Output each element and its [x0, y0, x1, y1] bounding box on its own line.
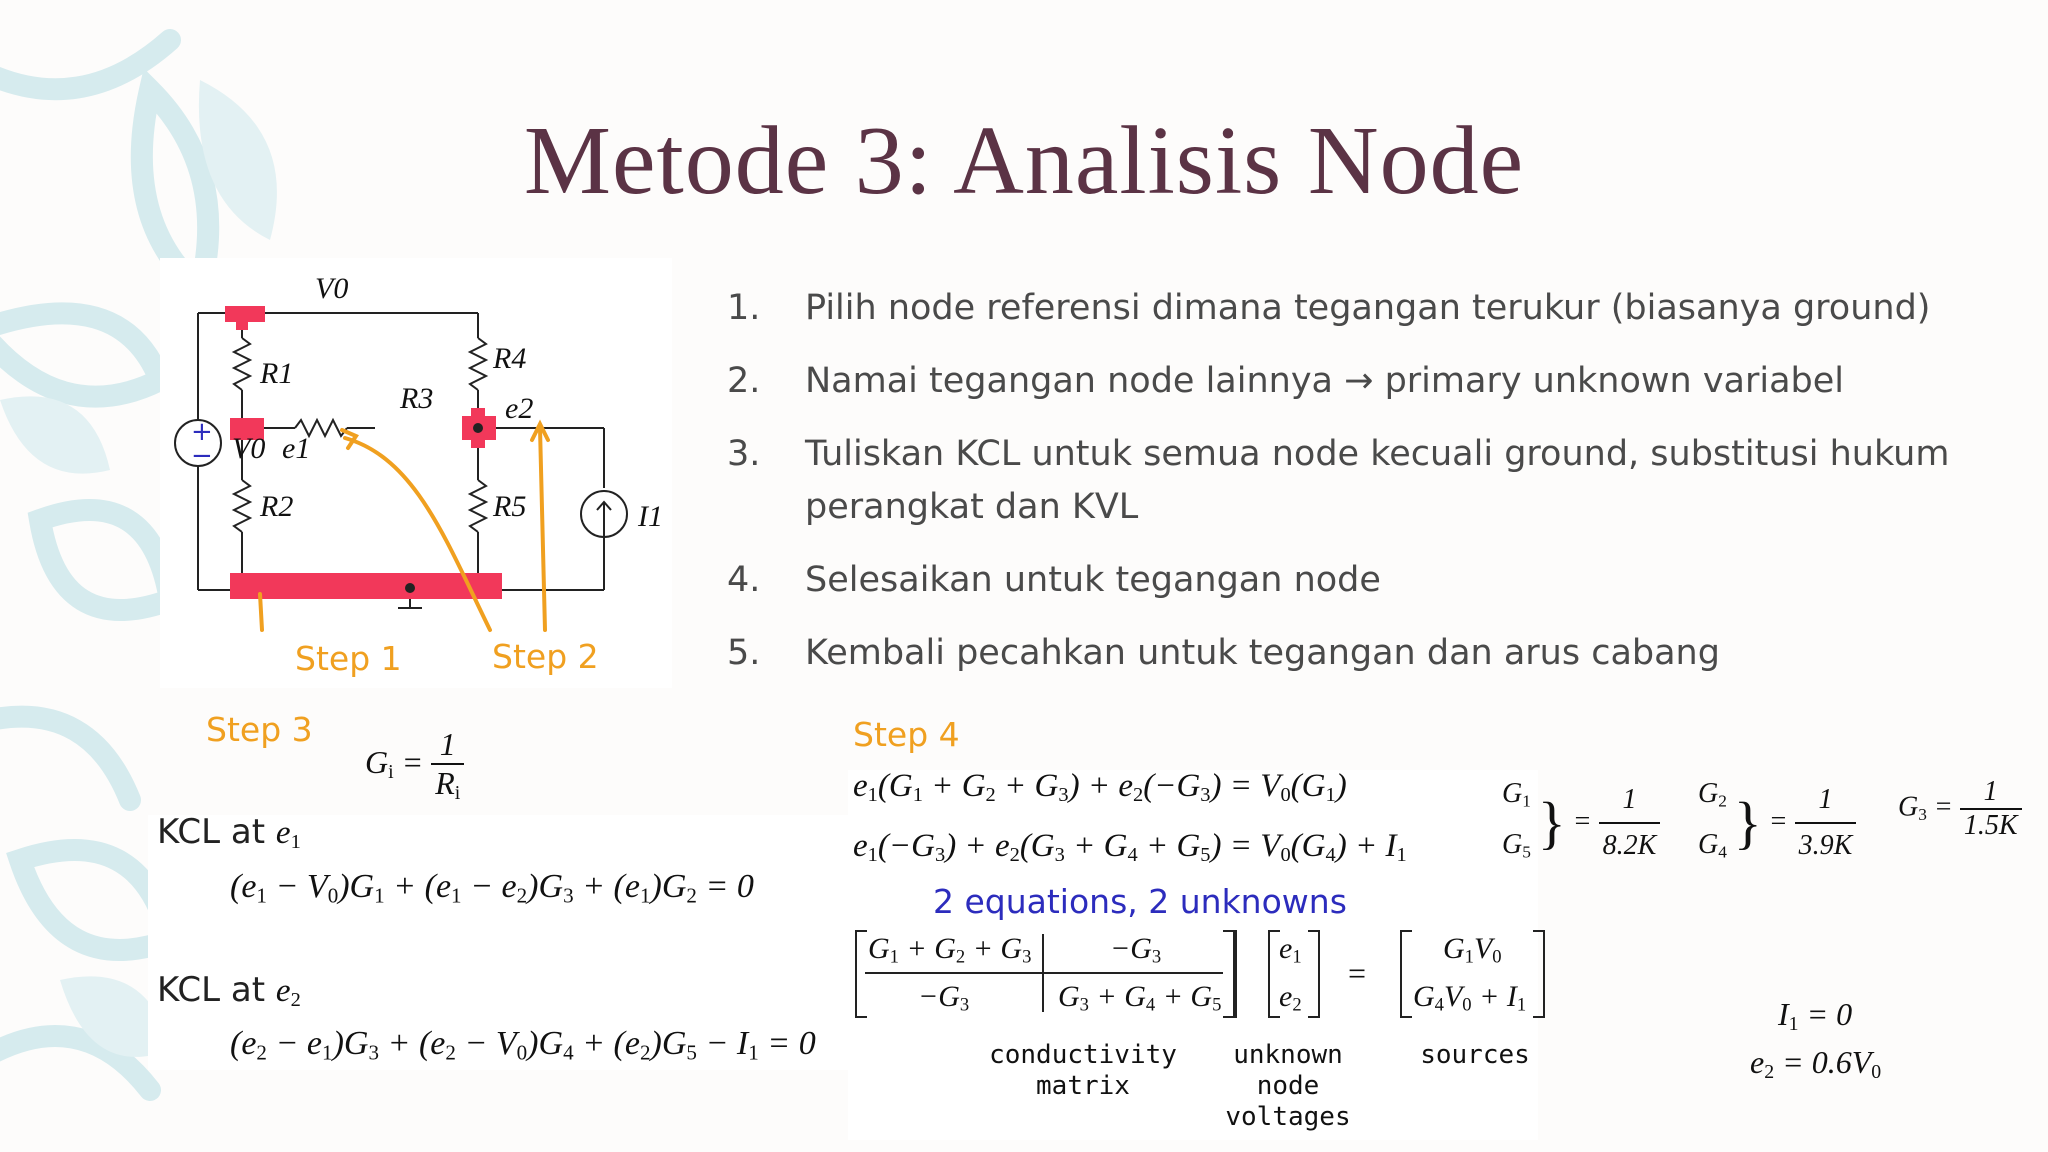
g3-value: $G_3$ = $\frac{1}{1.5K}$: [1898, 776, 2022, 842]
result-i1: $I_1 = 0$: [1778, 996, 1853, 1035]
step2-label: Step 2: [492, 637, 599, 676]
v0-top-label: V0: [315, 272, 349, 305]
caption-sources: sources: [1420, 1040, 1530, 1070]
source-s2: $G_4V_0 + I_1$: [1413, 980, 1527, 1016]
r3-label: R3: [400, 382, 434, 415]
v0-source-label: V0: [232, 432, 266, 465]
kcl-e2-heading: KCL at $e_2$: [157, 970, 301, 1012]
matrix-a11: $G_1 + G_2 + G_3$: [868, 932, 1032, 968]
g1-g5-value: $G_1$ $G_5$ } = $\frac{1}{8.2K}$: [1502, 772, 1660, 875]
list-item: 1. Pilih node referensi dimana tegangan terukur (biasanya ground): [727, 288, 1931, 328]
matrix-a22: $G_3 + G_4 + G_5$: [1058, 980, 1222, 1016]
node-highlights: [225, 306, 502, 599]
conductance-definition: $G_i$ = $\frac{1}{R_i}$: [365, 726, 464, 805]
list-item: 2. Namai tegangan node lainnya → primary unknown variabel: [727, 361, 1845, 401]
g2-g4-value: $G_2$ $G_4$ } = $\frac{1}{3.9K}$: [1698, 772, 1856, 875]
slide-title: Metode 3: Analisis Node: [523, 107, 1525, 215]
caption-unknown-node-voltages: unknown node voltages: [1225, 1040, 1351, 1132]
step-list: [722, 282, 2022, 700]
vector-e2: $e_2$: [1279, 980, 1302, 1016]
r1-label: R1: [260, 357, 294, 390]
kcl-e2-equation: $(e_2 - e_1)G_3 + (e_2 - V_0)G_4 + (e_2)G_5 - I_1 = 0$: [230, 1025, 816, 1065]
matrix-equation-row2: $e_1(-G_3) + e_2(G_3 + G_4 + G_5) = V_0(G_4) + I_1$: [853, 828, 1407, 867]
step3-label: Step 3: [206, 710, 313, 749]
matrix-a21: $-G_3$: [918, 980, 970, 1016]
kcl-e1-heading: KCL at $e_1$: [157, 812, 301, 854]
list-item: 3. Tuliskan KCL untuk semua node kecuali ground, substitusi hukum perangkat dan KVL: [727, 434, 1950, 527]
result-e2: $e_2 = 0.6V_0$: [1750, 1044, 1882, 1083]
r2-label: R2: [260, 490, 294, 523]
circuit-diagram: [160, 258, 672, 688]
i1-label: I1: [638, 500, 663, 533]
caption-conductivity-matrix: conductivity matrix: [989, 1040, 1177, 1101]
r5-label: R5: [493, 490, 527, 523]
e2-label: e2: [505, 392, 534, 425]
matrix-a12: $-G_3$: [1110, 932, 1162, 968]
list-item: 5. Kembali pecahkan untuk tegangan dan arus cabang: [727, 633, 1720, 673]
kcl-e1-equation: $(e_1 - V_0)G_1 + (e_1 - e_2)G_3 + (e_1)G_2 = 0$: [230, 868, 754, 908]
matrix-equation-row1: $e_1(G_1 + G_2 + G_3) + e_2(-G_3) = V_0(G_1)$: [853, 768, 1347, 807]
list-item: 4. Selesaikan untuk tegangan node: [727, 560, 1381, 600]
source-s1: $G_1V_0$: [1443, 932, 1502, 968]
step4-label: Step 4: [853, 715, 960, 754]
step1-label: Step 1: [295, 639, 402, 678]
plus-sign: +: [191, 417, 213, 447]
r4-label: R4: [493, 342, 527, 375]
equals-sign: =: [1348, 955, 1367, 991]
vector-e1: $e_1$: [1279, 932, 1302, 968]
e1-label: e1: [282, 432, 311, 465]
minus-sign: −: [191, 441, 213, 471]
equations-note: 2 equations, 2 unknowns: [933, 882, 1347, 921]
